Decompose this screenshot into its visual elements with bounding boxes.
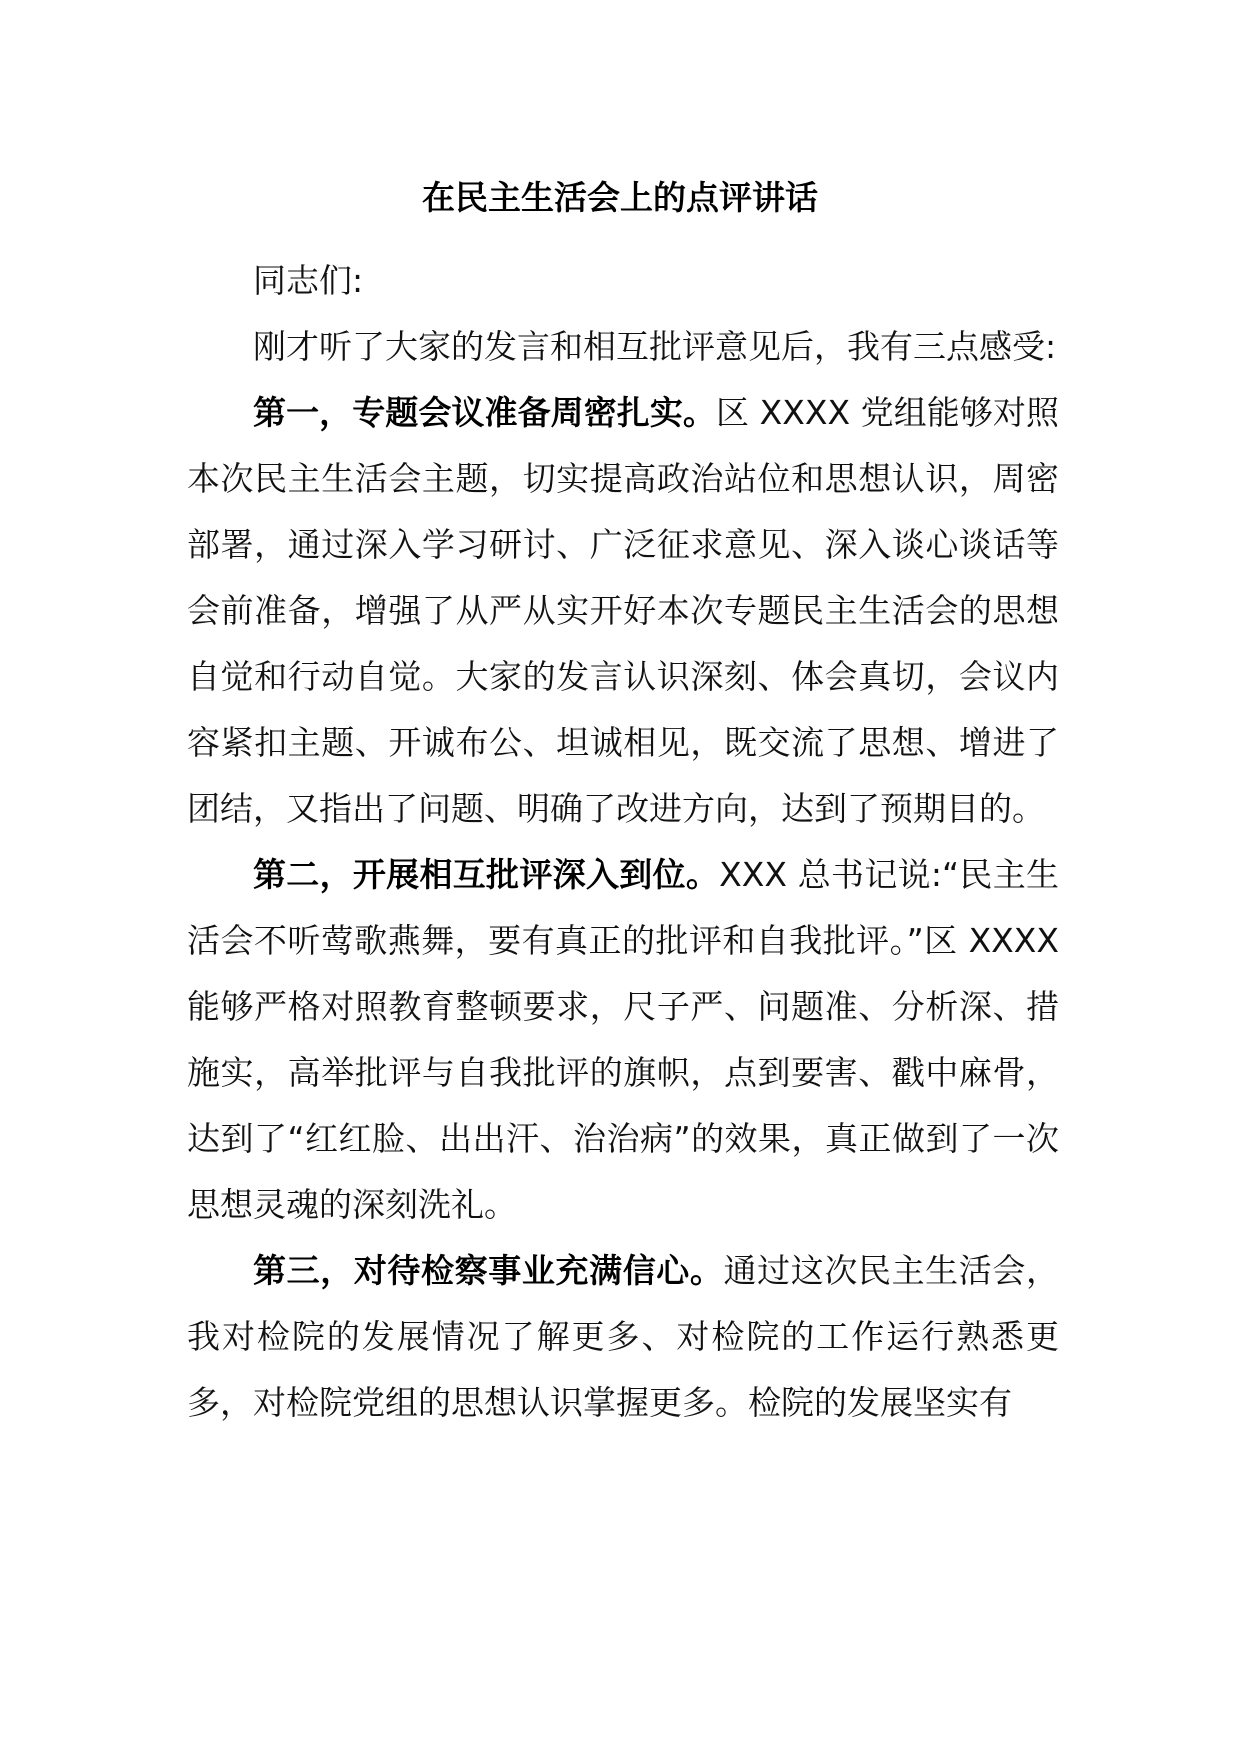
point-paragraph-2 [187, 842, 1059, 1238]
intro-paragraph: 刚才听了大家的发言和相互批评意见后，我有三点感受: [253, 327, 1057, 366]
point-text-1: 区 XXXX 党组能够对照本次民主生活会主题，切实提高政治站位和思想认识，周密部署，通过深入学习研讨、广泛征求意见、深入谈心谈话等会前准备，增强了从严从实开好本次专题民主生活会的思想自觉和行动自觉。大家的发言认识深刻、体会真切，会议内容紧扣主题、开诚布公、坦诚相见，既交流了思想、增进了团结，又指出了问题、明确了改进方向，达到了预期目的。 [187, 393, 1059, 828]
point-paragraph-1 [187, 380, 1059, 842]
document-body [187, 248, 1059, 1436]
salutation: 同志们: [253, 261, 364, 300]
point-paragraph-3 [187, 1238, 1059, 1436]
point-lead-2: 第二，开展相互批评深入到位。 [253, 855, 720, 894]
point-lead-1: 第一，专题会议准备周密扎实。 [253, 393, 717, 432]
point-text-3: 通过这次民主生活会，我对检院的发展情况了解更多、对检院的工作运行熟悉更多，对检院党组的思想认识掌握更多。检院的发展坚实有 [187, 1251, 1060, 1422]
point-text-2: XXX 总书记说:“民主生活会不听莺歌燕舞，要有真正的批评和自我批评。”区 XXXX 能够严格对照教育整顿要求，尺子严、问题准、分析深、措施实，高举批评与自我批评的旗帜，点到要害、戳中麻骨，达到了“红红脸、出出汗、治治病”的效果，真正做到了一次思想灵魂的深刻洗礼。 [187, 855, 1060, 1224]
point-lead-3: 第三，对待检察事业充满信心。 [253, 1251, 724, 1290]
document-title: 在民主生活会上的点评讲话 [422, 178, 818, 217]
